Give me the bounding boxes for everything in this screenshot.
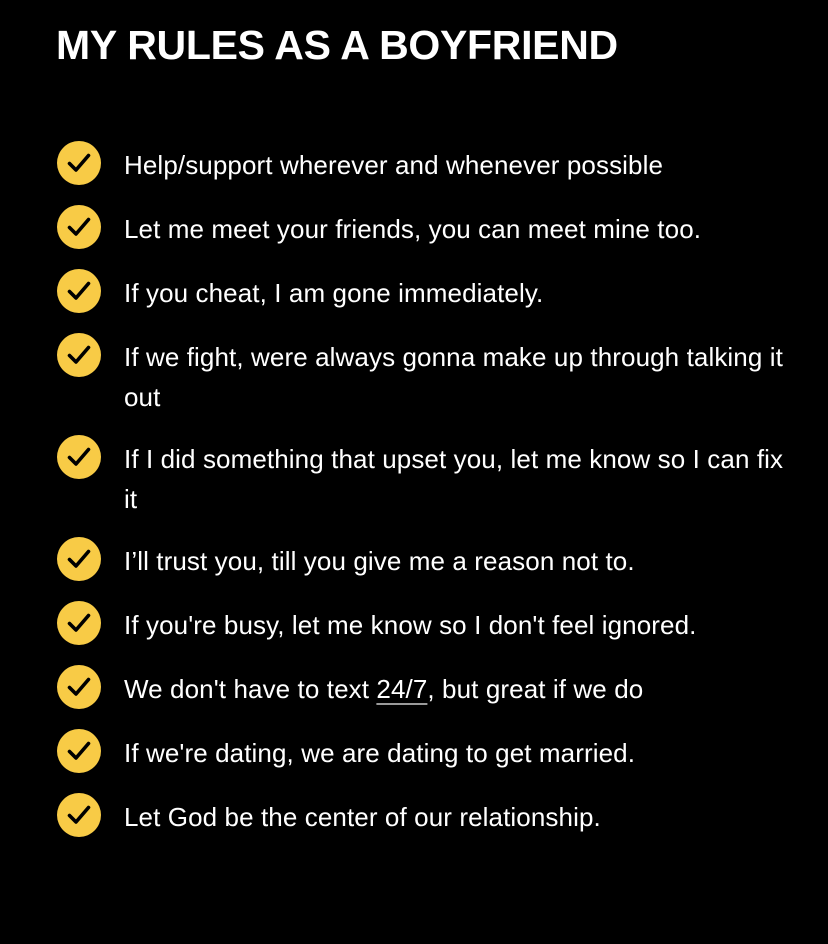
checkmark-circle-icon [56,600,102,646]
rule-text [124,669,792,709]
page-title: MY RULES AS A BOYFRIEND [56,22,618,68]
rule-text-after: , but great if we do [427,674,644,704]
checkmark-circle-icon [56,536,102,582]
rule-text: Help/support wherever and whenever possible [124,150,664,180]
rule-text: I’ll trust you, till you give me a reason not to. [124,546,635,576]
rule-text-before: We don't have to text [124,674,377,704]
rule-text: If you cheat, I am gone immediately. [124,278,544,308]
rule-text: If we're dating, we are dating to get married. [124,738,636,768]
checkmark-circle-icon [56,728,102,774]
checkmark-circle-icon [56,204,102,250]
checkmark-circle-icon [56,664,102,710]
checkmark-circle-icon [56,434,102,480]
checkmark-circle-icon [56,140,102,186]
rule-text: If I did something that upset you, let me know so I can fix it [124,444,784,514]
rule-text: If we fight, were always gonna make up through talking it out [124,342,783,412]
rule-text: Let God be the center of our relationship. [124,802,601,832]
rule-text: If you're busy, let me know so I don't feel ignored. [124,610,697,640]
rule-text: Let me meet your friends, you can meet mine too. [124,214,702,244]
checkmark-circle-icon [56,268,102,314]
detected-time-link[interactable]: 24/7 [376,674,428,704]
checkmark-circle-icon [56,332,102,378]
checkmark-circle-icon [56,792,102,838]
